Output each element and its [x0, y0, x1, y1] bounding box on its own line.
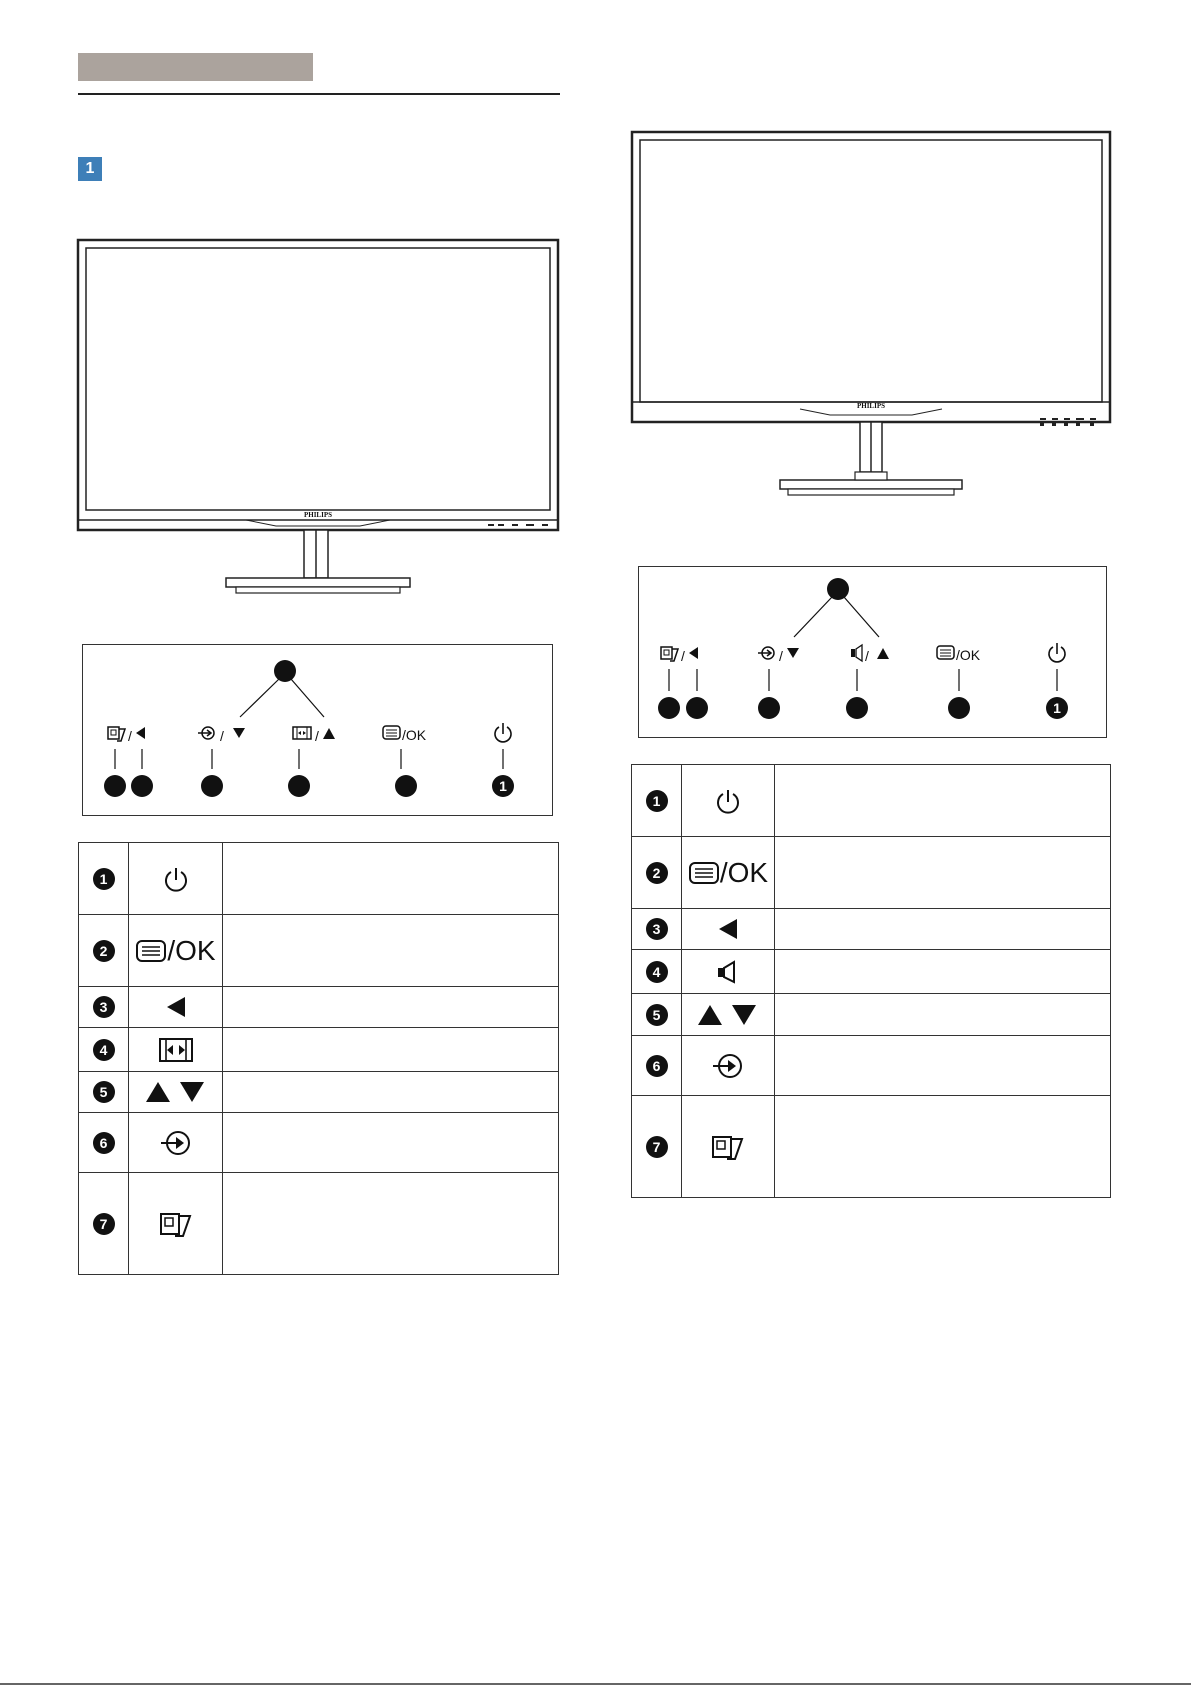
aspect-ratio-icon — [129, 1028, 223, 1072]
smartimage-icon — [682, 1096, 775, 1198]
row-description — [223, 1173, 559, 1275]
power-icon — [129, 843, 223, 915]
menu-ok-control — [383, 726, 427, 743]
table-row — [79, 987, 559, 1028]
row-number: 3 — [646, 918, 668, 940]
callout-number-power: 1 — [1053, 700, 1061, 716]
left-triangle-icon — [682, 909, 775, 950]
section-header-bar — [78, 53, 313, 81]
up-down-triangles-icon — [682, 994, 775, 1036]
control-panel-left — [82, 644, 553, 816]
speaker-icon — [682, 950, 775, 994]
svg-text:/: / — [779, 648, 783, 664]
header-rule — [78, 93, 560, 95]
table-row — [79, 1173, 559, 1275]
menu-ok-control — [937, 646, 981, 663]
ok-label: /OK — [167, 934, 216, 966]
input-down-control — [758, 647, 799, 664]
row-number: 3 — [93, 996, 115, 1018]
callout-dot — [827, 578, 849, 600]
table-row — [632, 765, 1111, 837]
ok-label: /OK — [719, 856, 769, 888]
table-row — [632, 837, 1111, 909]
row-description — [223, 1028, 559, 1072]
ok-label: /OK — [956, 647, 981, 663]
row-description — [223, 1072, 559, 1113]
table-row — [79, 843, 559, 915]
table-row — [632, 950, 1111, 994]
input-icon — [682, 1036, 775, 1096]
row-number: 7 — [646, 1136, 668, 1158]
row-description — [775, 950, 1111, 994]
left-triangle-icon — [136, 727, 145, 739]
row-number: 4 — [646, 961, 668, 983]
key-function-table-left — [78, 842, 559, 1275]
row-description — [775, 994, 1111, 1036]
svg-text:/: / — [220, 728, 224, 744]
row-description — [223, 915, 559, 987]
table-row — [632, 1096, 1111, 1198]
row-description — [775, 837, 1111, 909]
row-description — [775, 909, 1111, 950]
table-row — [632, 1036, 1111, 1096]
row-number: 1 — [93, 868, 115, 890]
input-down-control — [198, 727, 245, 744]
control-panel-right — [638, 566, 1107, 738]
callout-number-power: 1 — [499, 778, 507, 794]
smartimage-left-control — [661, 647, 698, 664]
callout-dot — [274, 660, 296, 682]
row-number: 7 — [93, 1213, 115, 1235]
row-description — [775, 765, 1111, 837]
svg-text:/: / — [865, 648, 869, 664]
menu-icon — [135, 939, 167, 963]
table-row — [632, 909, 1111, 950]
speaker-icon — [851, 649, 855, 657]
smartimage-icon — [129, 1173, 223, 1275]
brand-logo: PHILIPS — [856, 402, 886, 410]
monitor-front-illustration-alt — [630, 130, 1114, 500]
row-number: 4 — [93, 1039, 115, 1061]
row-number: 5 — [93, 1081, 115, 1103]
row-description — [223, 843, 559, 915]
aspect-up-control — [293, 727, 335, 744]
power-control — [495, 723, 511, 742]
section-number-badge: 1 — [78, 157, 102, 181]
smartimage-left-control — [108, 727, 145, 744]
table-row — [79, 1113, 559, 1173]
brand-logo: PHILIPS — [303, 511, 333, 519]
up-down-triangles-icon — [129, 1072, 223, 1113]
callout-dots — [104, 775, 514, 797]
row-number: 2 — [93, 940, 115, 962]
row-number: 6 — [93, 1132, 115, 1154]
table-row — [632, 994, 1111, 1036]
power-control — [1049, 643, 1065, 662]
input-icon — [129, 1113, 223, 1173]
down-triangle-icon — [233, 728, 245, 738]
table-row — [79, 915, 559, 987]
svg-text:/: / — [128, 728, 132, 744]
row-number: 2 — [646, 862, 668, 884]
svg-text:/: / — [315, 728, 319, 744]
callout-dots — [658, 697, 1068, 719]
monitor-front-illustration — [76, 238, 562, 608]
volume-up-control — [851, 645, 889, 664]
ok-label: /OK — [402, 727, 427, 743]
table-row — [79, 1028, 559, 1072]
row-number: 5 — [646, 1004, 668, 1026]
row-description — [223, 1113, 559, 1173]
row-description — [775, 1096, 1111, 1198]
power-icon — [682, 765, 775, 837]
row-description — [775, 1036, 1111, 1096]
left-triangle-icon — [129, 987, 223, 1028]
up-triangle-icon — [323, 728, 335, 739]
row-number: 6 — [646, 1055, 668, 1077]
menu-icon — [688, 861, 720, 885]
row-description — [223, 987, 559, 1028]
key-function-table-right — [631, 764, 1111, 1198]
svg-text:/: / — [681, 648, 685, 664]
table-row — [79, 1072, 559, 1113]
row-number: 1 — [646, 790, 668, 812]
